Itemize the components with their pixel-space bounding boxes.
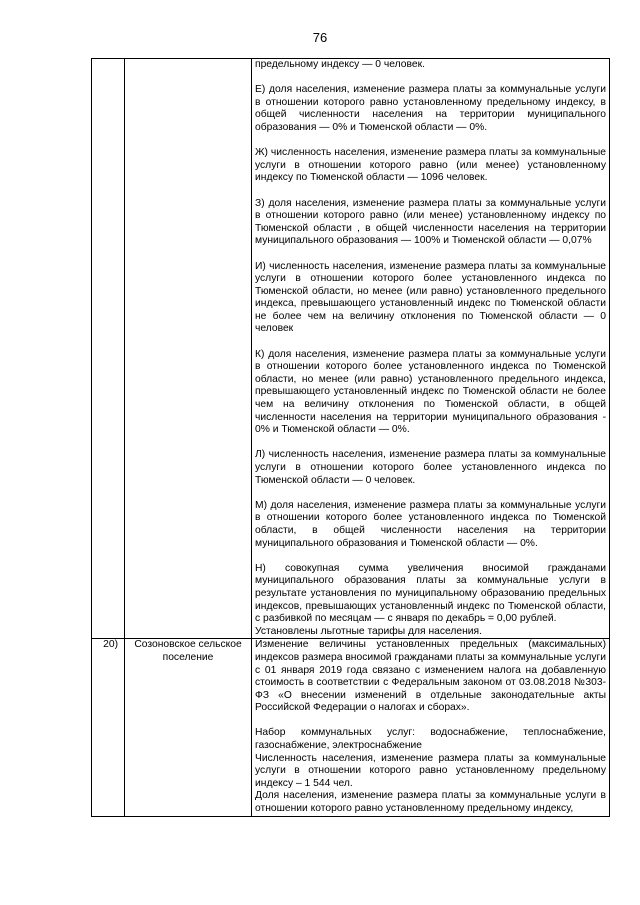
paragraph: Установлены льготные тарифы для населения.: [255, 625, 482, 637]
paragraph: предельному индексу — 0 человек.: [255, 59, 425, 70]
paragraph: Е) доля населения, изменение размера платы за коммунальные услуги в отношении которого равно установленному предельному индексу, в общей численности населения на территории муниципального образования — 0% и Тюменской области — 0%.: [255, 84, 606, 133]
row-number-cell: [92, 59, 125, 639]
paragraph: Численность населения, изменение размера платы за коммунальные услуги в отношении которого равно установленному предельному индексу – 1 544 чел.: [255, 752, 606, 789]
settlement-cell: [125, 639, 252, 816]
settlement-name: Созоновское сельское поселение: [134, 639, 242, 663]
row-number-cell: [92, 639, 125, 816]
paragraph: И) численность населения, изменение размера платы за коммунальные услуги в отношении которого более установленного индекса по Тюменской области, но менее (или равно) установленного предельного индекса, превышающего установленный индекс по Тюменской области не более чем на величину отклонения по Тюменской области — 0 человек: [255, 260, 606, 335]
paragraph: К) доля населения, изменение размера платы за коммунальные услуги в отношении которого более установленного индекса по Тюменской области, но менее (или равно) установленного предельного индекса, превышающего установленный индекс по Тюменской области не более чем на величину отклонения по Тюменской области, в общей численности населения на территории муниципального образования - 0% и Тюменской области — 0%.: [255, 348, 606, 436]
paragraph: Н) совокупная сумма увеличения вносимой гражданами муниципального образования платы за коммунальные услуги в результате установления по муниципальному образованию предельных индексов, превышающих установленный индекс по Тюменской области, с разбивкой по месяцам — с января по декабрь = 0,00 рублей.: [255, 562, 606, 625]
page-number: 76: [312, 30, 328, 45]
settlement-cell: [125, 59, 252, 639]
paragraph: Доля населения, изменение размера платы за коммунальные услуги в отношении которого равно установленному предельному индексу,: [255, 790, 606, 815]
paragraph: Изменение величины установленных предельных (максимальных) индексов размера вносимой гражданами платы за коммунальные услуги с 01 января 2019 года связано с изменением налога на добавленную стоимость в соответствии с Федеральным законом от 03.08.2018 №303-ФЗ «О внесении изменений в отдельные законодательные акты Российской Федерации о налогах и сборах».: [255, 639, 606, 714]
document-table: [91, 58, 610, 817]
description-cell: [252, 59, 610, 639]
table-row: [92, 639, 610, 816]
paragraph: Л) численность населения, изменение размера платы за коммунальные услуги в отношении которого более установленного индекса по Тюменской области — 0 человек.: [255, 449, 606, 486]
paragraph: З) доля населения, изменение размера платы за коммунальные услуги в отношении которого равно (или менее) установленному индексу по Тюменской области , в общей численности населения на территории муниципального образования — 100% и Тюменской области — 0,07%: [255, 197, 606, 247]
paragraph: Ж) численность населения, изменение размера платы за коммунальные услуги в отношении которого равно (или менее) установленному индексу по Тюменской области — 1096 человек.: [255, 147, 606, 184]
table-row: [92, 59, 610, 639]
paragraph: Набор коммунальных услуг: водоснабжение, теплоснабжение, газоснабжение, электроснабжение: [255, 727, 606, 752]
description-cell: [252, 639, 610, 816]
row-number: 20): [103, 639, 118, 651]
paragraph: М) доля населения, изменение размера платы за коммунальные услуги в отношении которого более установленного индекса по Тюменской области, в общей численности населения на территории муниципального образования и Тюменской области — 0%.: [255, 499, 606, 549]
